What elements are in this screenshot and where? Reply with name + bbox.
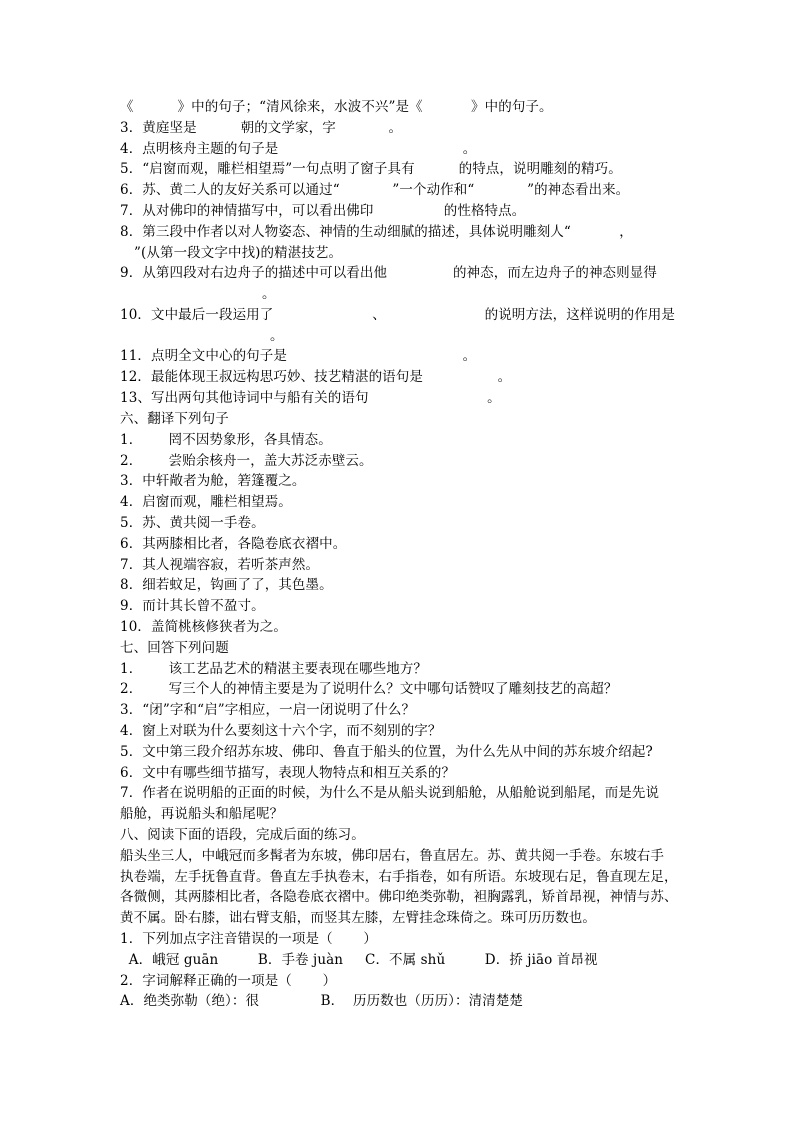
section-heading-questions: 七、回答下列问题 [120,640,229,656]
reading-question-1-options: A．峨冠 guān B．手卷 juàn C．不属 shǔ D．挢 jiāo 首昂视 [120,952,598,968]
question-10-end: 。 [270,328,284,344]
question-7: 7．从对佛印的神情描写中，可以看出佛印 的性格特点。 [120,203,526,219]
question-8-continued: ”(从第一段文字中找)的精湛技艺。 [134,245,343,261]
question-8: 8．第三段中作者以对人物姿态、神情的生动细腻的描述，具体说明雕刻人“ ， [120,224,633,240]
question-12: 12．最能体现王叔远构思巧妙、技艺精湛的语句是 。 [120,369,512,385]
question-10-part-1: 10．文中最后一段运用了 [120,307,274,323]
translate-item-4: 4．启窗而观，雕栏相望焉。 [120,494,292,510]
question-9: 9．从第四段对右边舟子的描述中可以看出他 的神态，而左边舟子的神态则显得 [120,265,657,281]
passage-line: 黄不属。卧右膝，诎右臂支船，而竖其左膝，左臂挂念珠倚之。珠可历历数也。 [120,910,596,926]
question-4: 4．点明核舟主题的句子是 。 [120,141,477,157]
passage-line: 各微侧，其两膝相比者，各隐卷底衣褶中。佛印绝类弥勒，袒胸露乳，矫首昂视，神情与苏、 [120,889,678,905]
question-13: 13、写出两句其他诗词中与船有关的语句 。 [120,390,501,406]
translate-item-2: 2． 尝贻余核舟一，盖大苏泛赤壁云。 [120,453,373,469]
answer-question-5: 5．文中第三段介绍苏东坡、佛印、鲁直于船头的位置，为什么先从中间的苏东坡介绍起? [120,744,653,760]
answer-question-1: 1． 该工艺品艺术的精湛主要表现在哪些地方？ [120,661,428,677]
text-line: 《 》中的句子；“清风徐来，水波不兴”是《 》中的句子。 [120,99,553,115]
question-11: 11．点明全文中心的句子是 。 [120,348,477,364]
section-heading-reading: 八、阅读下面的语段，完成后面的练习。 [120,827,365,843]
translate-item-8: 8．细若蚊足，钩画了了，其色墨。 [120,577,333,593]
question-10 [120,306,675,324]
section-heading-translate: 六、翻译下列句子 [120,411,229,427]
translate-item-9: 9．而计其长曾不盈寸。 [120,598,265,614]
passage-line: 船头坐三人，中峨冠而多髯者为东坡，佛印居右，鲁直居左。苏、黄共阅一手卷。东坡右手 [120,848,664,864]
answer-question-2: 2． 写三个人的神情主要是为了说明什么？文中哪句话赞叹了雕刻技艺的高超？ [120,681,618,697]
answer-question-7: 7．作者在说明船的正面的时候，为什么不是从船头说到船舱，从船舱说到船尾，而是先说 [120,785,660,801]
reading-question-1: 1．下列加点字注音错误的一项是（ ） [120,931,378,947]
question-5: 5．“启窗而观，雕栏相望焉”一句点明了窗子具有 的特点，说明雕刻的精巧。 [120,161,622,177]
reading-question-2-options: A．绝类弥勒（绝）：很 B． 历历数也（历历）：清清楚楚 [120,993,524,1009]
translate-item-10: 10．盖简桃核修狭者为之。 [120,619,287,635]
answer-question-7-continued: 船舱，再说船头和船尾呢？ [120,806,284,822]
reading-question-2: 2．字词解释正确的一项是（ ） [120,973,337,989]
translate-item-6: 6．其两膝相比者，各隐卷底衣褶中。 [120,536,347,552]
question-3: 3．黄庭坚是 朝的文学家，字 。 [120,120,403,136]
question-10-part-3: 的说明方法，这样说明的作用是 [484,307,675,323]
translate-item-5: 5．苏、黄共阅一手卷。 [120,515,265,531]
question-10-part-2: 、 [372,307,386,323]
translate-item-1: 1． 罔不因势象形，各具情态。 [120,432,332,448]
answer-question-4: 4．窗上对联为什么要刻这十六个字，而不刻别的字？ [120,723,442,739]
answer-question-6: 6．文中有哪些细节描写，表现人物特点和相互关系的？ [120,765,456,781]
translate-item-7: 7．其人视端容寂，若听茶声然。 [120,557,320,573]
translate-item-3: 3．中轩敞者为舱，箬篷覆之。 [120,473,306,489]
answer-question-3: 3．“闭”字和“启”字相应，一启一闭说明了什么？ [120,702,416,718]
passage-line: 执卷端，左手抚鲁直背。鲁直左手执卷末，右手指卷，如有所语。东坡现右足，鲁直现左足， [120,869,678,885]
question-6: 6．苏、黄二人的友好关系可以通过“ ”一个动作和“ ”的神态看出来。 [120,182,630,198]
question-9-end: 。 [262,286,276,302]
